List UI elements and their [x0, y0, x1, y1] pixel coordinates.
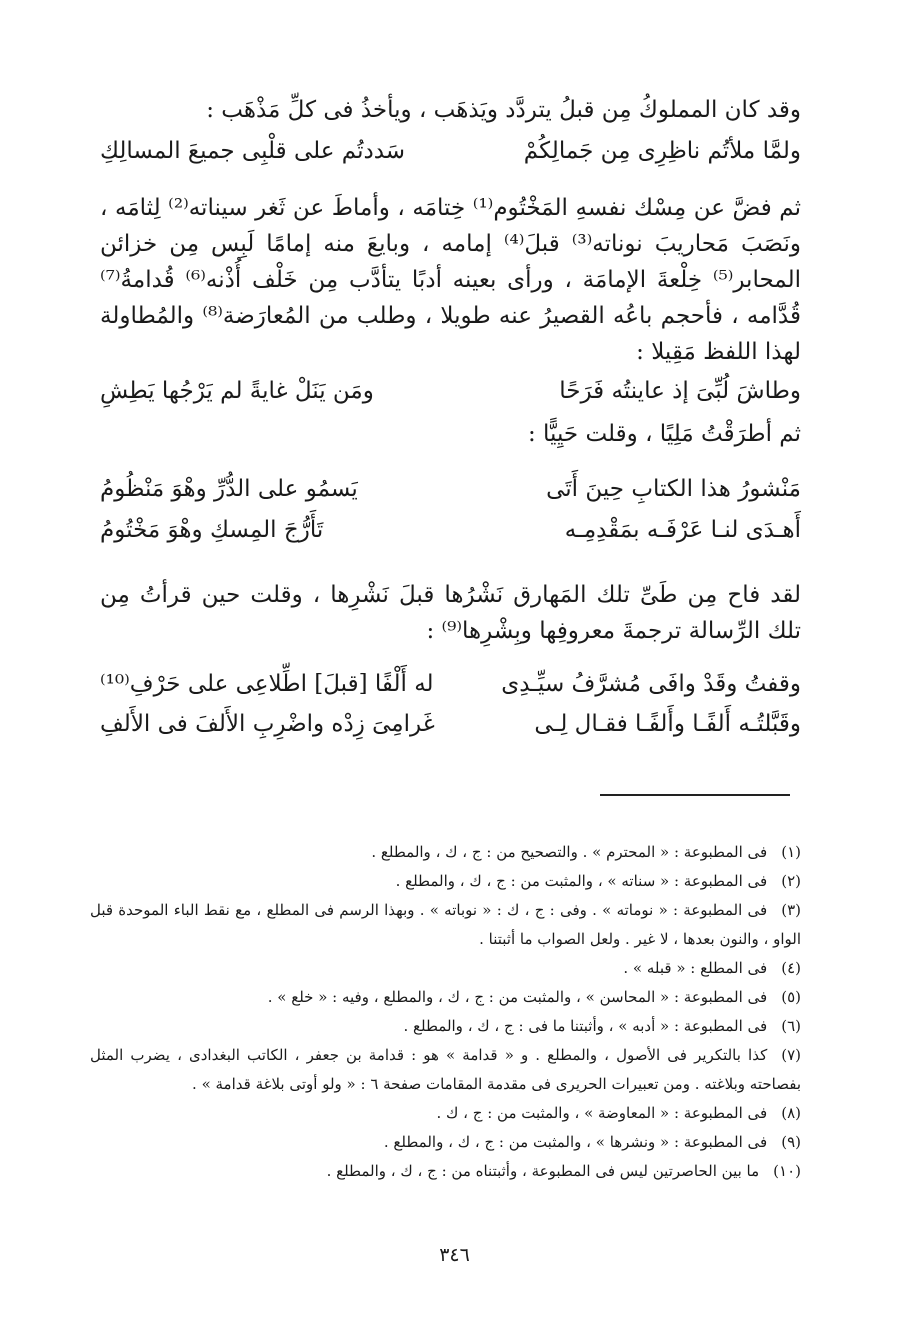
paragraph-body: ثم فضَّ عن مِسْك نفسهِ المَخْتُوم⁽¹⁾ خِتامَه ، وأماطَ عن ثَغر سيناته⁽²⁾ لِثامَه ، ونَصَبَ مَحاريبَ نوناته⁽³⁾ قبلَ⁽⁴⁾ إمامه ، وبايعَ منه إمامًا لَبِس مِن خزائن المحابر⁽⁵⁾ خِلْعةَ الإمامَة ، ورأى بعينه أدبًا يتأدَّب مِن خَلْف أُذْنه⁽⁶⁾ قُدامةُ⁽⁷⁾ قُدَّامه ، فأحجم باعُه القصيرُ عنه طويلا ، وطلب من المُعارَضة⁽⁸⁾ والمُطاولة لهذا اللفظ مَقِيلا : — [100, 195, 801, 365]
verse-hemistich-first: أَهـدَى لنـا عَرْفَـه بمَقْدِمِـه — [564, 517, 801, 543]
verse-hemistich-first: وقَبَّلتُـه أَلفًـا وأَلفًـا فقـال لِـى — [534, 711, 801, 737]
page-number: ٣٤٦ — [439, 1244, 470, 1266]
verse-line-3 — [100, 469, 801, 509]
footnote — [90, 954, 801, 983]
verse-line-1 — [100, 131, 801, 171]
verse-hemistich-first: مَنْشورُ هذا الكتابِ حِينَ أَتَى — [546, 476, 801, 502]
paragraph-transition: ثم أطرَقْتُ مَلِيًا ، وقلت حَيِيًّا : — [527, 421, 801, 447]
verse-line-6 — [100, 704, 801, 744]
footnote-text: فى المطبوعة : « المعاوضة » ، والمثبت من : ج ، ك . — [436, 1104, 768, 1122]
footnote-number: (٨) — [781, 1104, 801, 1122]
footnote-text: فى المطبوعة : « سناته » ، والمثبت من : ج ، ك ، والمطلع . — [395, 872, 768, 890]
footnote-number: (٥) — [781, 988, 801, 1006]
footnote — [90, 1041, 801, 1099]
verse-line-4 — [100, 510, 801, 550]
verse-line-2 — [100, 371, 801, 411]
footnote — [90, 896, 801, 954]
footnote-text: كذا بالتكرير فى الأصول ، والمطلع . و « قدامة » هو : قدامة بن جعفر ، الكاتب البغدادى ، يضرب المثل بفصاحته وبلاغته . ومن تعبيرات الحريرى فى مقدمة المقامات صفحة ٦ : « ولو أوتى بلاغة قدامة » . — [90, 1046, 801, 1093]
verse-hemistich-second: ومَن يَنَلْ غايةً لم يَرْجُها يَطِشِ — [100, 378, 374, 404]
footnote-text: ما بين الحاصرتين ليس فى المطبوعة ، وأثبتناه من : ج ، ك ، والمطلع . — [326, 1162, 760, 1180]
footnote — [90, 1128, 801, 1157]
verse-hemistich-second: غَرامِىَ زِدْه واضْرِبِ الأَلفَ فى الأَلفِ — [100, 711, 435, 737]
footnote — [90, 1157, 801, 1186]
footnote-text: فى المطبوعة : « نوماته » . وفى : ج ، ك : « نوباته » . وبهذا الرسم فى المطلع ، مع نقط الباء الموحدة قبل الواو ، والنون بعدها ، لا غير . ولعل الصواب ما أثبتنا . — [90, 901, 801, 948]
footnote-number: (١٠) — [773, 1162, 801, 1180]
footnote-separator — [600, 794, 790, 796]
verse-hemistich-second: له أَلْفًا [قبلَ] اطِّلاعِى على حَرْفِ⁽¹⁰⁾ — [100, 671, 434, 697]
footnote — [90, 1012, 801, 1041]
verse-hemistich-second: تَأَرُّجَ المِسكِ وهْوَ مَخْتُومُ — [100, 517, 324, 543]
footnote-number: (١) — [781, 843, 801, 861]
paragraph-closing: لقد فاح مِن طَىِّ تلك المَهارق نَشْرُها قبلَ نَشْرِها ، وقلت حين قرأتُ مِن تلك الرِّسالة ترجمةَ معروفِها وبِشْرِها⁽⁹⁾ : — [100, 582, 801, 644]
verse-line-5 — [100, 664, 801, 704]
footnote-number: (٣) — [781, 901, 801, 919]
footnote-text: فى المطبوعة : « المحترم » . والتصحيح من : ج ، ك ، والمطلع . — [371, 843, 768, 861]
footnote — [90, 983, 801, 1012]
footnote-number: (٤) — [781, 959, 801, 977]
footnote-number: (٢) — [781, 872, 801, 890]
verse-hemistich-second: يَسمُو على الدُّرِّ وهْوَ مَنْظُومُ — [100, 476, 358, 502]
footnote-text: فى المطبوعة : « أدبه » ، وأثبتنا ما فى : ج ، ك ، والمطلع . — [403, 1017, 768, 1035]
footnotes — [90, 838, 801, 1186]
footnote — [90, 838, 801, 867]
paragraph-intro: وقد كان المملوكُ مِن قبلُ يتردَّد ويَذهَب ، ويأخذُ فى كلِّ مَذْهَب : — [206, 97, 801, 123]
footnote-number: (٦) — [781, 1017, 801, 1035]
footnote — [90, 1099, 801, 1128]
footnote-text: فى المطبوعة : « ونشرها » ، والمثبت من : ج ، ك ، والمطلع . — [383, 1133, 768, 1151]
footnote-number: (٩) — [781, 1133, 801, 1151]
footnote-number: (٧) — [781, 1046, 801, 1064]
verse-hemistich-first: وطاشَ لُبِّىَ إذ عاينتُه فَرَحًا — [559, 378, 801, 404]
verse-hemistich-second: سَددتُم على قلْبِى جميعَ المسالِكِ — [100, 138, 406, 164]
footnote — [90, 867, 801, 896]
verse-hemistich-first: وقفتُ وقَدْ وافَى مُشرَّفُ سيِّـدِى — [501, 671, 801, 697]
verse-hemistich-first: ولمَّا ملأتُم ناظِرِى مِن جَمالِكُمْ — [523, 138, 801, 164]
footnote-text: فى المطبوعة : « المحاسن » ، والمثبت من : ج ، ك ، والمطلع ، وفيه : « خلع » . — [267, 988, 768, 1006]
footnote-text: فى المطلع : « قبله » . — [623, 959, 768, 977]
